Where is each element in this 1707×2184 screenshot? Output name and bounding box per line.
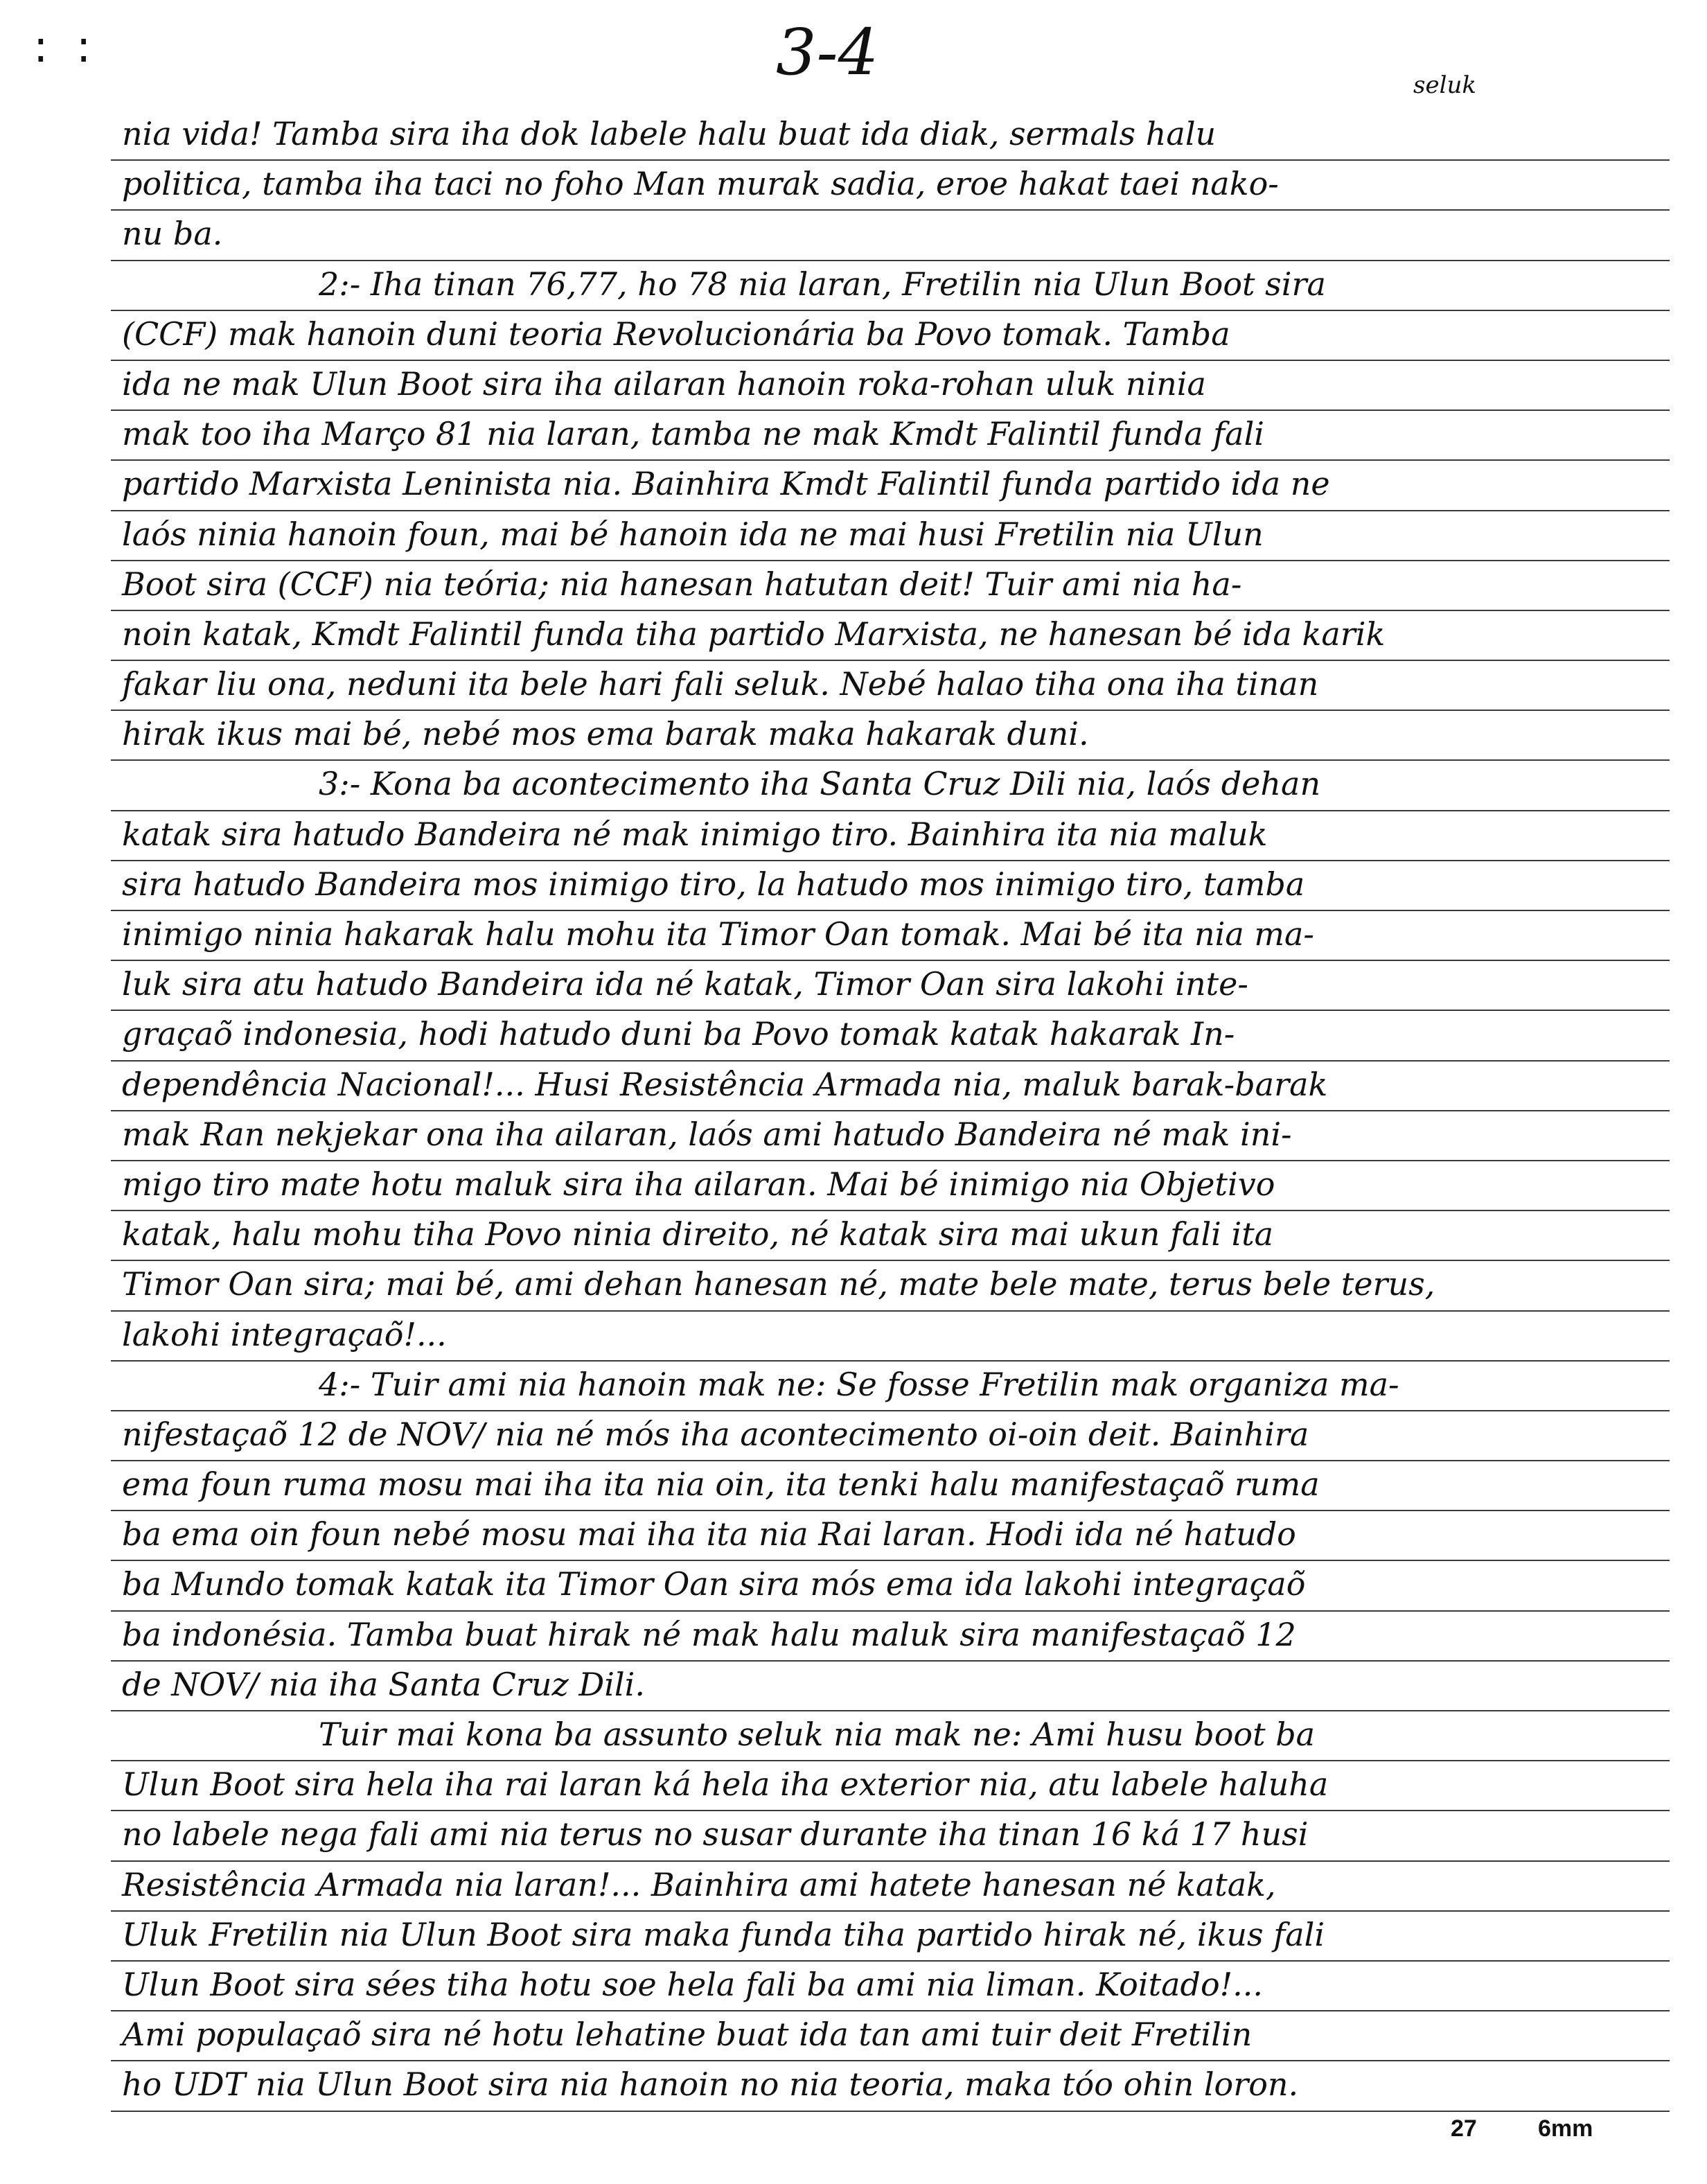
text-line: fakar liu ona, neduni ita bele hari fali seluk. Nebé halao tiha ona iha tinan: [111, 661, 1670, 711]
text-line: Ulun Boot sira sées tiha hotu soe hela fali ba ami nia liman. Koitado!...: [111, 1962, 1670, 2011]
text-line: Uluk Fretilin nia Ulun Boot sira maka funda tiha partido hirak né, ikus fali: [111, 1912, 1670, 1962]
text-line: ida ne mak Ulun Boot sira iha ailaran hanoin roka-rohan uluk ninia: [111, 361, 1670, 411]
text-line: nia vida! Tamba sira iha dok labele halu buat ida diak, sermals halu: [111, 111, 1670, 161]
text-line: Timor Oan sira; mai bé, ami dehan hanesan né, mate bele mate, terus bele terus,: [111, 1261, 1670, 1311]
text-line: katak sira hatudo Bandeira né mak inimigo tiro. Bainhira ita nia maluk: [111, 811, 1670, 861]
text-line: migo tiro mate hotu maluk sira iha ailaran. Mai bé inimigo nia Objetivo: [111, 1161, 1670, 1211]
footer-number: 27: [1451, 2115, 1477, 2142]
text-line: ba Mundo tomak katak ita Timor Oan sira mós ema ida lakohi integraçaõ: [111, 1561, 1670, 1611]
text-line: 2:- Iha tinan 76,77, ho 78 nia laran, Fretilin nia Ulun Boot sira: [111, 261, 1670, 311]
text-line: partido Marxista Leninista nia. Bainhira Kmdt Falintil funda partido ida ne: [111, 461, 1670, 511]
text-line: 3:- Kona ba acontecimento iha Santa Cruz Dili nia, laós dehan: [111, 761, 1670, 811]
text-line: hirak ikus mai bé, nebé mos ema barak maka hakarak duni.: [111, 711, 1670, 761]
footer-size: 6mm: [1538, 2115, 1593, 2142]
text-line: ba ema oin foun nebé mosu mai iha ita nia Rai laran. Hodi ida né hatudo: [111, 1511, 1670, 1561]
text-line: ba indonésia. Tamba buat hirak né mak halu maluk sira manifestaçaõ 12: [111, 1612, 1670, 1662]
text-line: Tuir mai kona ba assunto seluk nia mak ne: Ami husu boot ba: [111, 1711, 1670, 1761]
text-line: Ami populaçaõ sira né hotu lehatine buat ida tan ami tuir deit Fretilin: [111, 2011, 1670, 2061]
text-line: mak Ran nekjekar ona iha ailaran, laós ami hatudo Bandeira né mak ini-: [111, 1111, 1670, 1161]
text-line: lakohi integraçaõ!...: [111, 1312, 1670, 1362]
text-line: luk sira atu hatudo Bandeira ida né katak, Timor Oan sira lakohi inte-: [111, 961, 1670, 1011]
text-line: Boot sira (CCF) nia teória; nia hanesan hatutan deit! Tuir ami nia ha-: [111, 561, 1670, 611]
text-line: de NOV/ nia iha Santa Cruz Dili.: [111, 1662, 1670, 1711]
text-line: ema foun ruma mosu mai iha ita nia oin, ita tenki halu manifestaçaõ ruma: [111, 1461, 1670, 1511]
text-line: mak too iha Março 81 nia laran, tamba ne mak Kmdt Falintil funda fali: [111, 411, 1670, 461]
text-line: Resistência Armada nia laran!... Bainhira ami hatete hanesan né katak,: [111, 1862, 1670, 1912]
text-line: ho UDT nia Ulun Boot sira nia hanoin no nia teoria, maka tóo ohin loron.: [111, 2061, 1670, 2111]
text-line: noin katak, Kmdt Falintil funda tiha partido Marxista, ne hanesan bé ida karik: [111, 611, 1670, 661]
text-line: (CCF) mak hanoin duni teoria Revolucionária ba Povo tomak. Tamba: [111, 311, 1670, 361]
text-line: nifestaçaõ 12 de NOV/ nia né mós iha acontecimento oi-oin deit. Bainhira: [111, 1411, 1670, 1461]
margin-dots: : :: [33, 21, 98, 73]
page-number: 3-4: [776, 15, 879, 89]
text-line: Ulun Boot sira hela iha rai laran ká hela iha exterior nia, atu labele haluha: [111, 1761, 1670, 1811]
text-line: graçaõ indonesia, hodi hatudo duni ba Povo tomak katak hakarak In-: [111, 1011, 1670, 1061]
text-line: nu ba.: [111, 211, 1670, 261]
text-line: dependência Nacional!... Husi Resistência Armada nia, maluk barak-barak: [111, 1062, 1670, 1111]
insert-note: seluk: [1413, 71, 1476, 99]
text-line: sira hatudo Bandeira mos inimigo tiro, la hatudo mos inimigo tiro, tamba: [111, 861, 1670, 911]
text-line: 4:- Tuir ami nia hanoin mak ne: Se fosse Fretilin mak organiza ma-: [111, 1362, 1670, 1411]
text-line: katak, halu mohu tiha Povo ninia direito, né katak sira mai ukun fali ita: [111, 1211, 1670, 1261]
ruled-lines: [111, 111, 1670, 2112]
text-line: laós ninia hanoin foun, mai bé hanoin ida ne mai husi Fretilin nia Ulun: [111, 511, 1670, 561]
text-line: inimigo ninia hakarak halu mohu ita Timor Oan tomak. Mai bé ita nia ma-: [111, 911, 1670, 961]
text-line: no labele nega fali ami nia terus no susar durante iha tinan 16 ká 17 husi: [111, 1811, 1670, 1861]
text-line: politica, tamba iha taci no foho Man murak sadia, eroe hakat taei nako-: [111, 161, 1670, 211]
